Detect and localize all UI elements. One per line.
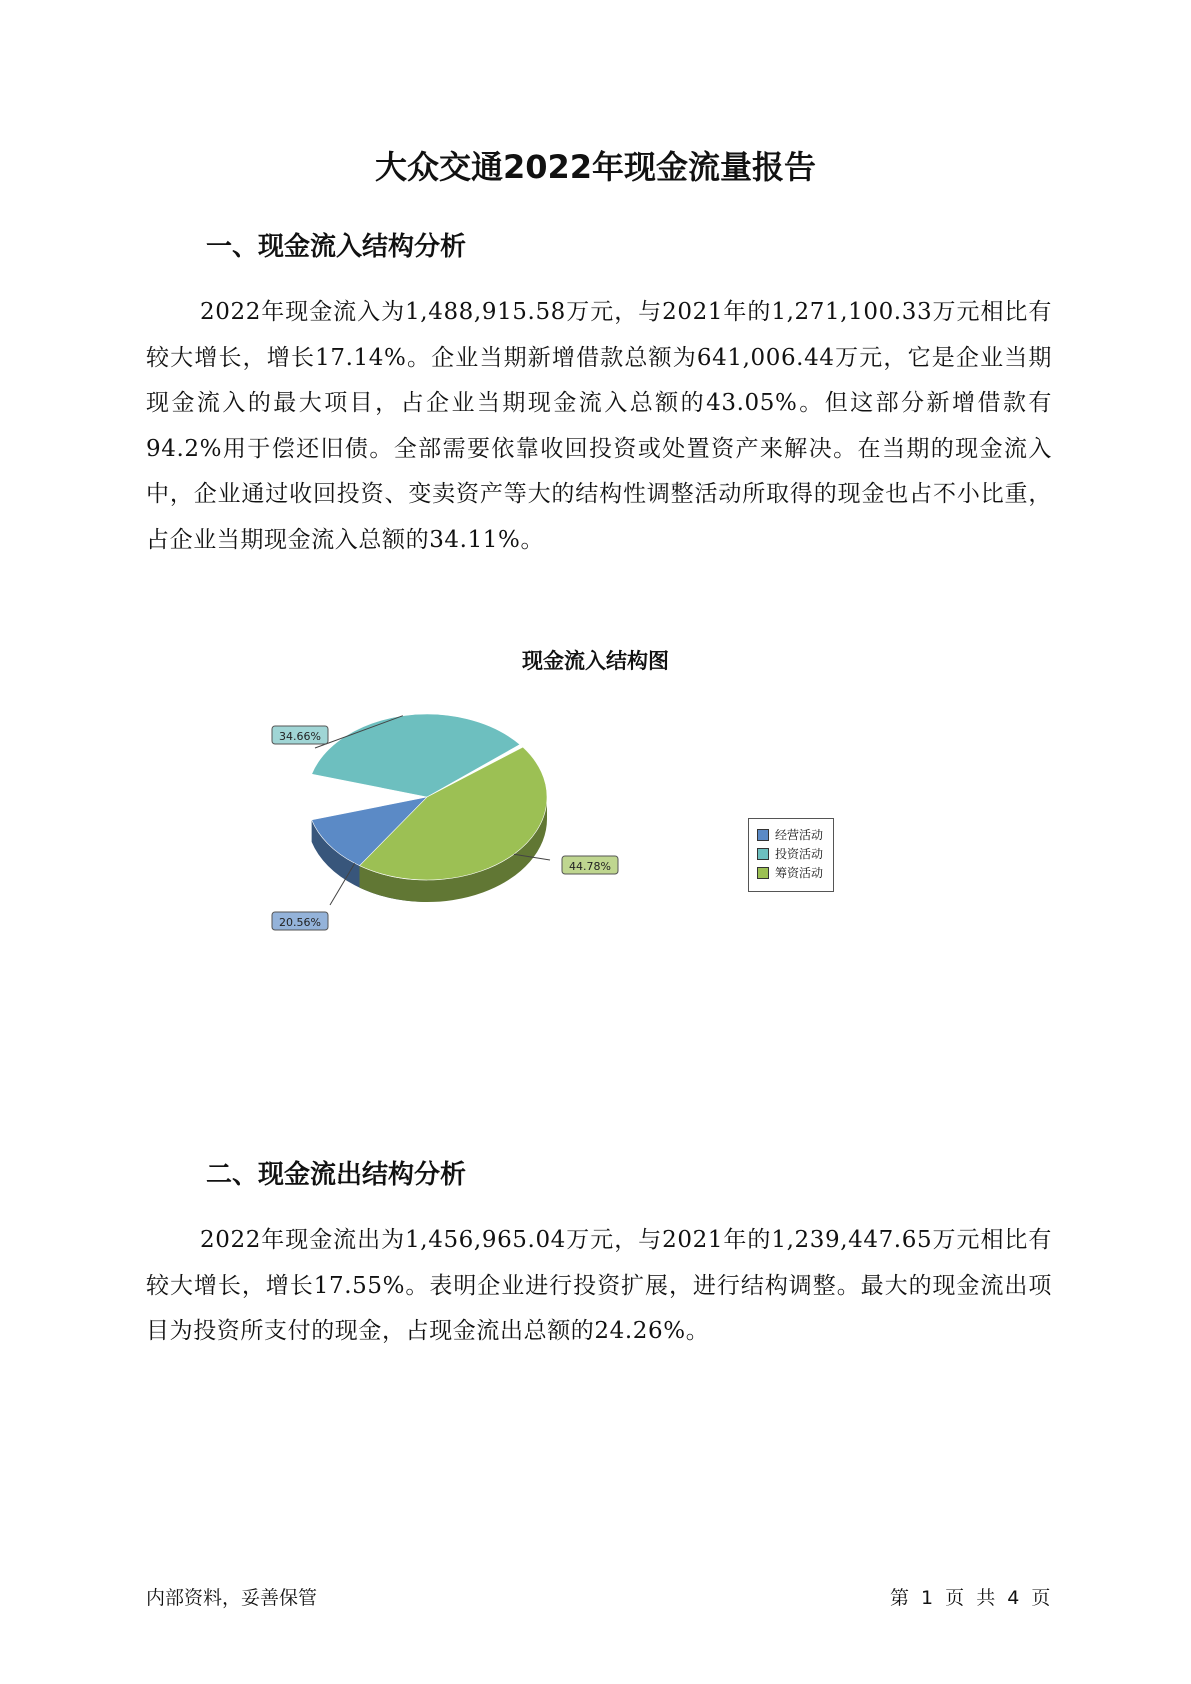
section2-paragraph: 2022年现金流出为1,456,965.04万元，与2021年的1,239,447.65万元相比有较大增长，增长17.55%。表明企业进行投资扩展，进行结构调整。最大的现金流出项目为投资所支付的现金，占现金流出总额的24.26%。 [146,1227,1052,1344]
page-title: 大众交通2022年现金流量报告 [374,148,817,186]
pie-data-label: 20.56% [279,916,321,929]
legend-label: 投资活动 [775,847,824,861]
legend-item-operating [757,825,833,844]
legend-label: 筹资活动 [775,866,824,880]
pie-chart [260,700,640,940]
section1-paragraph: 2022年现金流入为1,488,915.58万元，与2021年的1,271,100.33万元相比有较大增长，增长17.14%。企业当期新增借款总额为641,006.44万元，它是企业当期现金流入的最大项目，占企业当期现金流入总额的43.05%。但这部分新增借款有94.2%用于偿还旧债。全部需要依靠收回投资或处置资产来解决。在当期的现金流入中，企业通过收回投资、变卖资产等大的结构性调整活动所取得的现金也占不小比重，占企业当期现金流入总额的34.11%。 [146,299,1052,553]
chart-legend [748,818,834,892]
legend-swatch [757,829,769,841]
legend-swatch [757,867,769,879]
footer-page-number: 第 1 页 共 4 页 [890,1587,1051,1609]
legend-item-financing [757,863,833,882]
section2-heading: 二、现金流出结构分析 [206,1160,467,1190]
legend-label: 经营活动 [775,828,824,842]
chart-title: 现金流入结构图 [522,649,669,673]
pie-data-label: 34.66% [279,730,321,743]
legend-swatch [757,848,769,860]
section1-heading: 一、现金流入结构分析 [206,232,467,262]
pie-data-label: 44.78% [569,860,611,873]
footer-confidential: 内部资料，妥善保管 [146,1587,318,1609]
legend-item-investing [757,844,833,863]
